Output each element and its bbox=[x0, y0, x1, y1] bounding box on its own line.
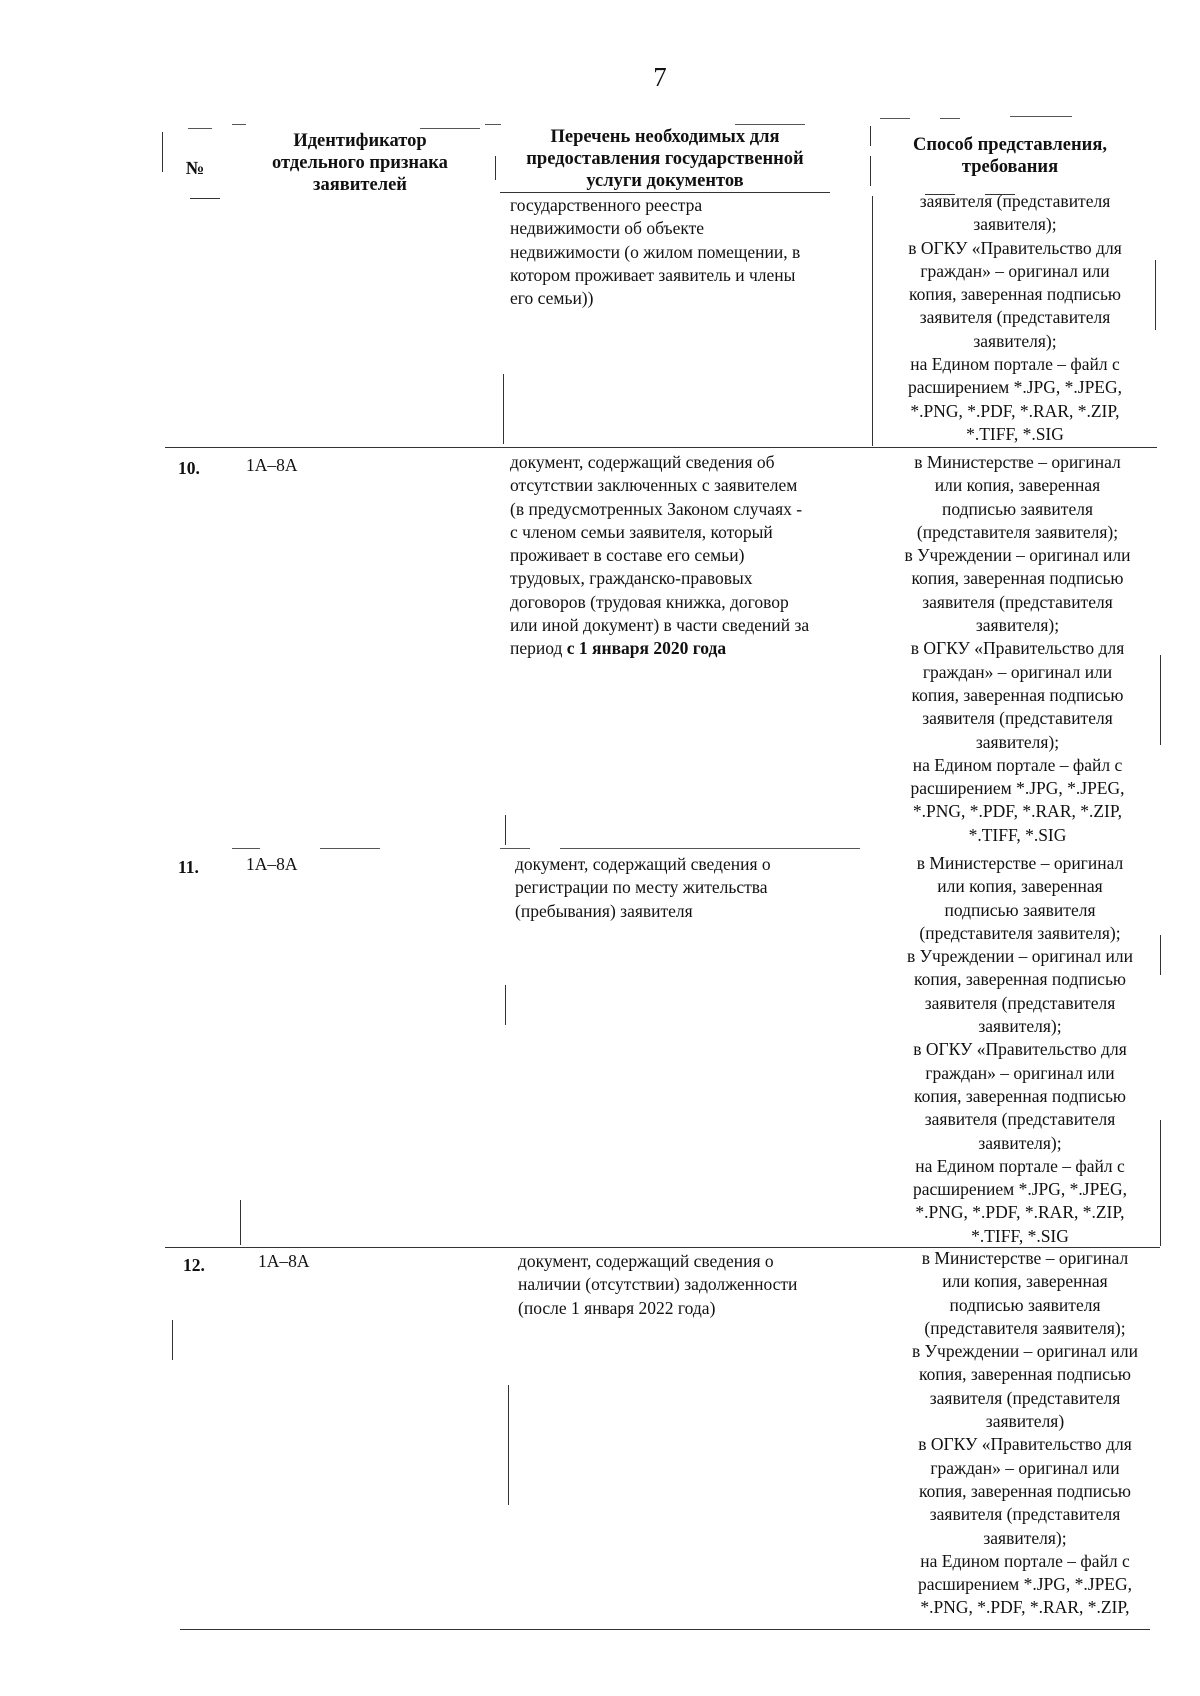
row-12-method: в Министерстве – оригинал или копия, заверенная подписью заявителя (представителя заявителя); в Учреждении – оригинал или копия, заверенная подписью заявителя (представителя заявителя) в ОГКУ «Правительство для граждан» – оригинал или копия, заверенная подписью заявителя (представителя заявителя); на Едином портале – файл с расширением *.JPG, *.JPEG, *.PNG, *.PDF, *.RAR, *.ZIP, bbox=[912, 1248, 1138, 1618]
header-identifier: Идентификатор отдельного признака заявителей bbox=[272, 131, 448, 195]
row-10-id: 1А–8А bbox=[246, 455, 298, 475]
header-documents: Перечень необходимых для предоставления государственной услуги документов bbox=[526, 127, 804, 191]
row-11-document: документ, содержащий сведения о регистрации по месту жительства (пребывания) заявителя bbox=[515, 854, 771, 921]
row-11-num: 11. bbox=[178, 857, 199, 877]
cont-document-cell: государственного реестра недвижимости об объекте недвижимости (о жилом помещении, в котором проживает заявитель и члены его семьи)) bbox=[510, 195, 801, 309]
row-11-id: 1А–8А bbox=[246, 854, 298, 874]
row-12-document: документ, содержащий сведения о наличии (отсутствии) задолженности (после 1 января 2022 года) bbox=[518, 1251, 798, 1318]
page-number: 7 bbox=[653, 62, 667, 92]
row-12-id: 1А–8А bbox=[258, 1251, 310, 1271]
row-12-num: 12. bbox=[183, 1255, 205, 1275]
row-10-document: документ, содержащий сведения об отсутствии заключенных с заявителем (в предусмотренных Законом случаях - с членом семьи заявителя, который проживает в составе его семьи) трудовых, гражданско-правовых договоров (трудовая книжка, договор или иной документ) в части сведений за период с 1 января 2020 года bbox=[510, 452, 810, 659]
row-11-method: в Министерстве – оригинал или копия, заверенная подписью заявителя (представителя заявителя); в Учреждении – оригинал или копия, заверенная подписью заявителя (представителя заявителя); в ОГКУ «Правительство для граждан» – оригинал или копия, заверенная подписью заявителя (представителя заявителя); на Едином портале – файл с расширением *.JPG, *.JPEG, *.PNG, *.PDF, *.RAR, *.ZIP, *.TIFF, *.SIG bbox=[907, 853, 1133, 1246]
cont-method-cell: заявителя (представителя заявителя); в ОГКУ «Правительство для граждан» – оригинал или копия, заверенная подписью заявителя (представителя заявителя); на Едином портале – файл с расширением *.JPG, *.JPEG, *.PNG, *.PDF, *.RAR, *.ZIP, *.TIFF, *.SIG bbox=[907, 191, 1123, 444]
row-10-num: 10. bbox=[178, 458, 200, 478]
row-10-method: в Министерстве – оригинал или копия, заверенная подписью заявителя (представителя заявителя); в Учреждении – оригинал или копия, заверенная подписью заявителя (представителя заявителя); в ОГКУ «Правительство для граждан» – оригинал или копия, заверенная подписью заявителя (представителя заявителя); на Едином портале – файл с расширением *.JPG, *.JPEG, *.PNG, *.PDF, *.RAR, *.ZIP, *.TIFF, *.SIG bbox=[904, 452, 1131, 845]
header-num: № bbox=[185, 159, 205, 179]
header-method: Способ представления, требования bbox=[913, 135, 1107, 177]
